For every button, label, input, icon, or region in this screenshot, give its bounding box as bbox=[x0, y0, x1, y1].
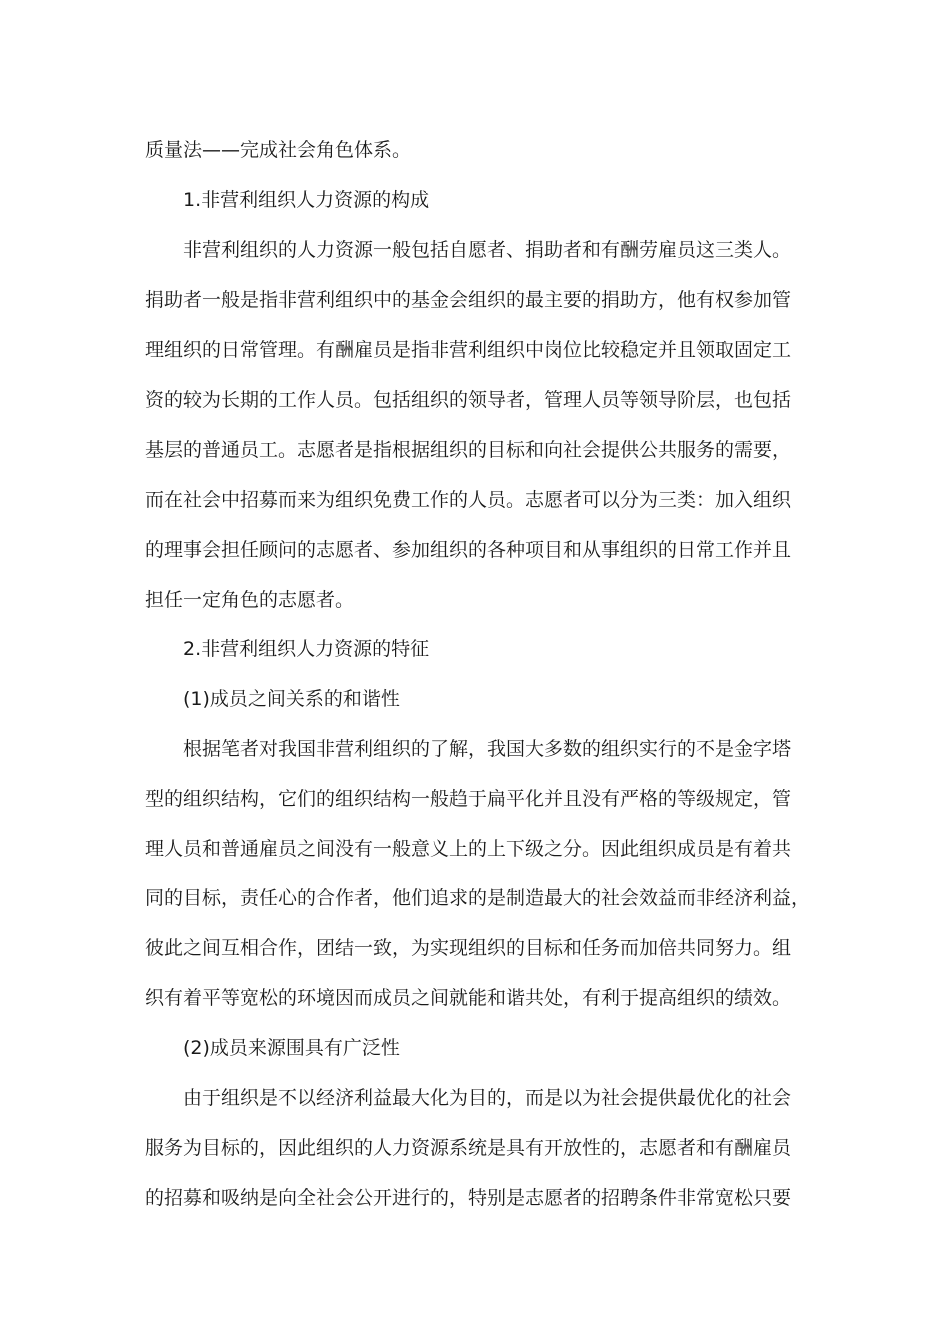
paragraph-line: 而在社会中招募而来为组织免费工作的人员。志愿者可以分为三类：加入组织 bbox=[145, 489, 792, 511]
paragraph-line: 根据笔者对我国非营利组织的了解，我国大多数的组织实行的不是金字塔 bbox=[183, 738, 792, 760]
paragraph-line: 同的目标，责任心的合作者，他们追求的是制造最大的社会效益而非经济利益， bbox=[145, 887, 811, 909]
paragraph-line: 彼此之间互相合作，团结一致，为实现组织的目标和任务而加倍共同努力。组 bbox=[145, 937, 792, 959]
paragraph-line: 担任一定角色的志愿者。 bbox=[145, 589, 355, 611]
paragraph-line: 的招募和吸纳是向全社会公开进行的，特别是志愿者的招聘条件非常宽松只要 bbox=[145, 1187, 792, 1209]
paragraph-line: 的理事会担任顾问的志愿者、参加组织的各种项目和从事组织的日常工作并且 bbox=[145, 539, 792, 561]
paragraph-line: 服务为目标的，因此组织的人力资源系统是具有开放性的，志愿者和有酬雇员 bbox=[145, 1137, 792, 1159]
paragraph-line: 理人员和普通雇员之间没有一般意义上的上下级之分。因此组织成员是有着共 bbox=[145, 838, 792, 860]
subsection-heading: (1)成员之间关系的和谐性 bbox=[183, 688, 400, 710]
paragraph-line: 理组织的日常管理。有酬雇员是指非营利组织中岗位比较稳定并且领取固定工 bbox=[145, 339, 792, 361]
section-heading: 2.非营利组织人力资源的特征 bbox=[183, 638, 430, 660]
paragraph-line: 资的较为长期的工作人员。包括组织的领导者，管理人员等领导阶层，也包括 bbox=[145, 389, 792, 411]
paragraph-line: 型的组织结构，它们的组织结构一般趋于扁平化并且没有严格的等级规定，管 bbox=[145, 788, 792, 810]
paragraph-line: 捐助者一般是指非营利组织中的基金会组织的最主要的捐助方，他有权参加管 bbox=[145, 289, 792, 311]
subsection-heading: (2)成员来源围具有广泛性 bbox=[183, 1037, 400, 1059]
section-heading: 1.非营利组织人力资源的构成 bbox=[183, 189, 430, 211]
paragraph-line: 质量法——完成社会角色体系。 bbox=[145, 139, 412, 161]
paragraph-line: 基层的普通员工。志愿者是指根据组织的目标和向社会提供公共服务的需要， bbox=[145, 439, 792, 461]
paragraph-line: 由于组织是不以经济利益最大化为目的，而是以为社会提供最优化的社会 bbox=[183, 1087, 792, 1109]
paragraph-line: 非营利组织的人力资源一般包括自愿者、捐助者和有酬劳雇员这三类人。 bbox=[183, 239, 792, 261]
paragraph-line: 织有着平等宽松的环境因而成员之间就能和谐共处，有利于提高组织的绩效。 bbox=[145, 987, 792, 1009]
